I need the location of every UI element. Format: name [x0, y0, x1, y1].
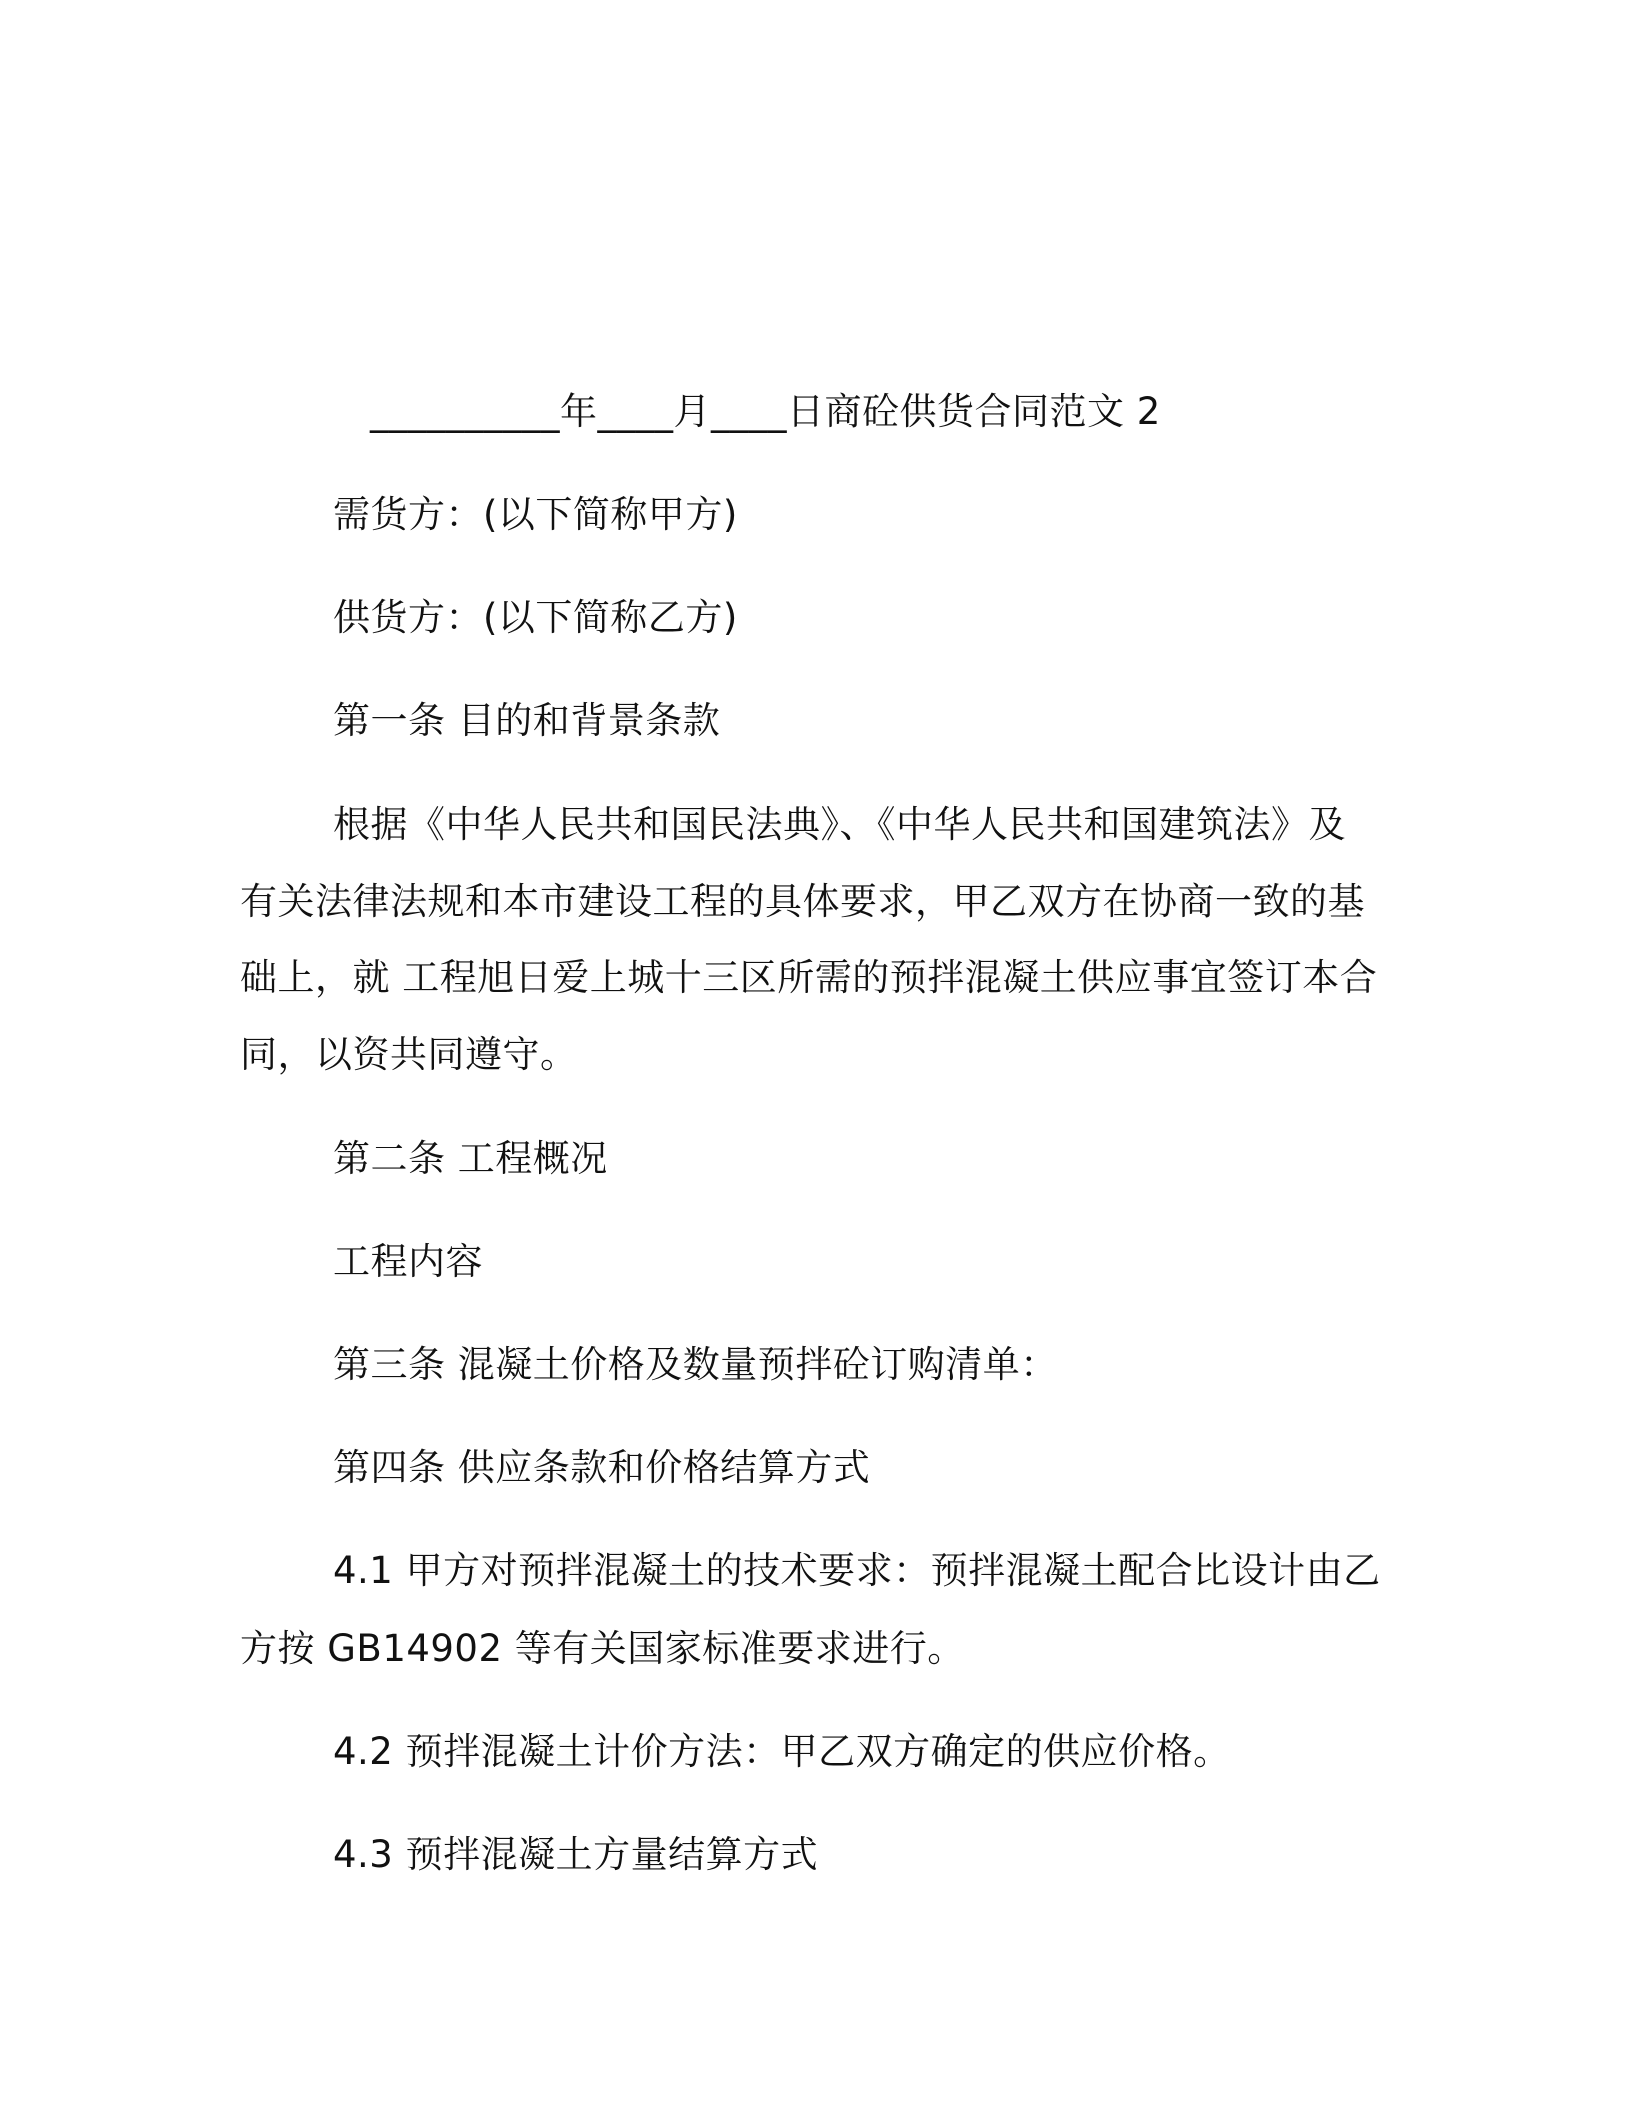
article-1-body-line-4: 同，以资共同遵守。 [240, 1033, 578, 1076]
clause-4-1-line-2: 方按 GB14902 等有关国家标准要求进行。 [240, 1627, 965, 1670]
article-4-heading: 第四条 供应条款和价格结算方式 [333, 1446, 871, 1489]
article-1-body-line-1: 根据《中华人民共和国民法典》、《中华人民共和国建筑法》及 [333, 803, 1346, 846]
supplier-line: 供货方：(以下简称乙方) [333, 596, 738, 639]
article-1-body-line-3: 础上，就 工程旭日爱上城十三区所需的预拌混凝土供应事宜签订本合 [240, 956, 1378, 999]
project-content: 工程内容 [333, 1240, 483, 1283]
article-1-body-line-2: 有关法律法规和本市建设工程的具体要求，甲乙双方在协商一致的基 [240, 880, 1365, 923]
clause-4-1-line-1: 4.1 甲方对预拌混凝土的技术要求：预拌混凝土配合比设计由乙 [333, 1549, 1381, 1592]
clause-4-3: 4.3 预拌混凝土方量结算方式 [333, 1833, 819, 1876]
buyer-line: 需货方：(以下简称甲方) [333, 493, 738, 536]
article-3-heading: 第三条 混凝土价格及数量预拌砼订购清单： [333, 1343, 1058, 1386]
article-2-heading: 第二条 工程概况 [333, 1137, 608, 1180]
document-title: __________年____月____日商砼供货合同范文 2 [370, 390, 1161, 433]
clause-4-2: 4.2 预拌混凝土计价方法：甲乙双方确定的供应价格。 [333, 1730, 1231, 1773]
article-1-heading: 第一条 目的和背景条款 [333, 699, 721, 742]
